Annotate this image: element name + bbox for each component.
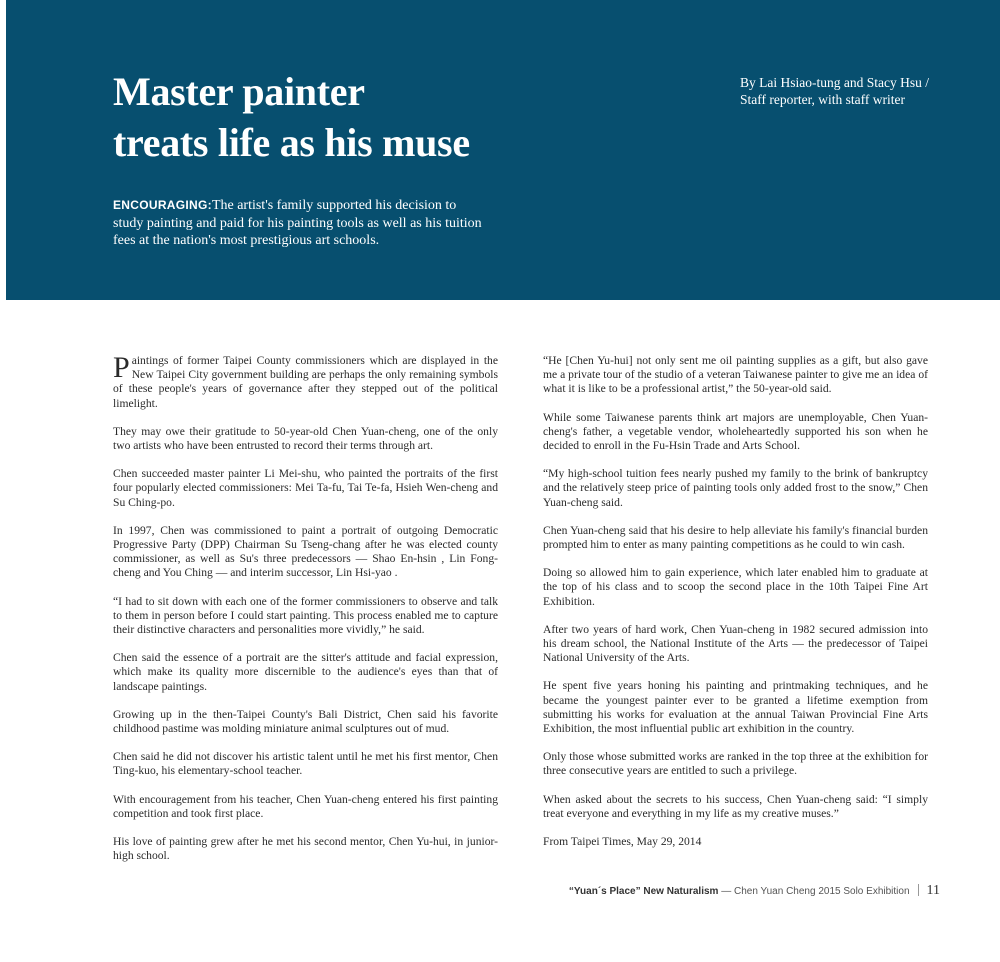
paragraph: His love of painting grew after he met his second mentor, Chen Yu-hui, in junior-high school. [113,835,498,863]
paragraph: “My high-school tuition fees nearly pushed my family to the brink of bankruptcy and the relatively steep price of painting tools only added frost to the snow,” Chen Yuan-cheng said. [543,467,928,509]
paragraph: Paintings of former Taipei County commissioners which are displayed in the New Taipei City government building are perhaps the only remaining symbols of these people's years of governance after they stepped out of the political limelight. [113,351,498,410]
footer-divider [918,884,919,896]
byline [740,74,960,108]
drop-cap: P [113,351,130,384]
paragraph: They may owe their gratitude to 50-year-old Chen Yuan-cheng, one of the only two artists who have been entrusted to record their terms through art. [113,424,498,453]
title-line-2: treats life as his muse [113,120,470,165]
deck [113,197,483,250]
byline-line-2: Staff reporter, with staff writer [740,92,906,107]
paragraph: With encouragement from his teacher, Chen Yuan-cheng entered his first painting competition and took first place. [113,792,498,820]
paragraph: While some Taiwanese parents think art majors are unemployable, Chen Yuan-cheng's father, a vegetable vendor, wholeheartedly supported his son when he decided to enroll in the Fu-Hsin Trade and Arts School. [543,410,928,453]
publication-title: “Yuan´s Place” New Naturalism [568,886,719,897]
title-line-1: Master painter [113,69,365,114]
paragraph: When asked about the secrets to his success, Chen Yuan-cheng said: “I simply treat everyone and everything in my life as my creative muses.” [543,792,928,820]
source-line: From Taipei Times, May 29, 2014 [543,835,702,849]
paragraph: Only those whose submitted works are ranked in the top three at the exhibition for three consecutive years are entitled to such a privilege. [543,750,928,778]
article-title [113,66,470,168]
exhibition-subtitle: — Chen Yuan Cheng 2015 Solo Exhibition [718,886,910,897]
paragraph: Chen said he did not discover his artistic talent until he met his first mentor, Chen Ting-kuo, his elementary-school teacher. [113,750,498,778]
paragraph: In 1997, Chen was commissioned to paint a portrait of outgoing Democratic Progressive Party (DPP) Chairman Su Tseng-chang after he was elected county commissioner, as well as Su's three predecessors — Shao En-hsin , Lin Fong-cheng and You Ching — and interim successor, Lin Hsi-yao . [113,523,498,580]
paragraph: Chen succeeded master painter Li Mei-shu, who painted the portraits of the first four popularly elected commissioners: Mei Ta-fu, Tai Te-fa, Hsieh Wen-cheng and Su Ching-po. [113,467,498,509]
paragraph: “He [Chen Yu-hui] not only sent me oil painting supplies as a gift, but also gave me a private tour of the studio of a veteran Taiwanese painter to give me an idea of what it is like to be a professional artist,” the 50-year-old said. [543,354,928,396]
deck-text: The artist's family supported his decision to study painting and paid for his painting tools as well as his tuition fees at the nation's most prestigious art schools. [113,198,482,248]
paragraph: Growing up in the then-Taipei County's Bali District, Chen said his favorite childhood pastime was molding miniature animal sculptures out of mud. [113,707,498,736]
byline-line-1: By Lai Hsiao-tung and Stacy Hsu / [740,75,929,90]
paragraph: He spent five years honing his painting and printmaking techniques, and he became the youngest painter ever to be granted a lifetime exemption from submitting his works for evaluation at the annual Taiwan Provincial Fine Arts Exhibition, the most influential public art exhibition in the country. [543,679,928,736]
left-column [113,351,498,877]
header-banner [6,0,1000,300]
paragraph: Doing so allowed him to gain experience, which later enabled him to graduate at the top of his class and to scoop the second place in the 10th Taipei Fine Art Exhibition. [543,566,928,608]
paragraph: Chen said the essence of a portrait are the sitter's attitude and facial expression, which make its quality more discernible to the audience's eyes than that of landscape paintings. [113,651,498,693]
paragraph: Chen Yuan-cheng said that his desire to help alleviate his family's financial burden prompted him to enter as many painting competitions as he could to win cash. [543,523,928,552]
page-number: 11 [926,883,940,898]
paragraph: “I had to sit down with each one of the former commissioners to observe and talk to them in person before I could start painting. This process enabled me to capture their distinctive characters and personalities more vividly,” he said. [113,594,498,637]
page-footer [560,883,940,899]
deck-label: ENCOURAGING: [113,198,212,212]
paragraph: After two years of hard work, Chen Yuan-cheng in 1982 secured admission into his dream school, the National Institute of the Arts — the predecessor of Taipei National University of the Arts. [543,622,928,665]
right-column [543,354,928,863]
